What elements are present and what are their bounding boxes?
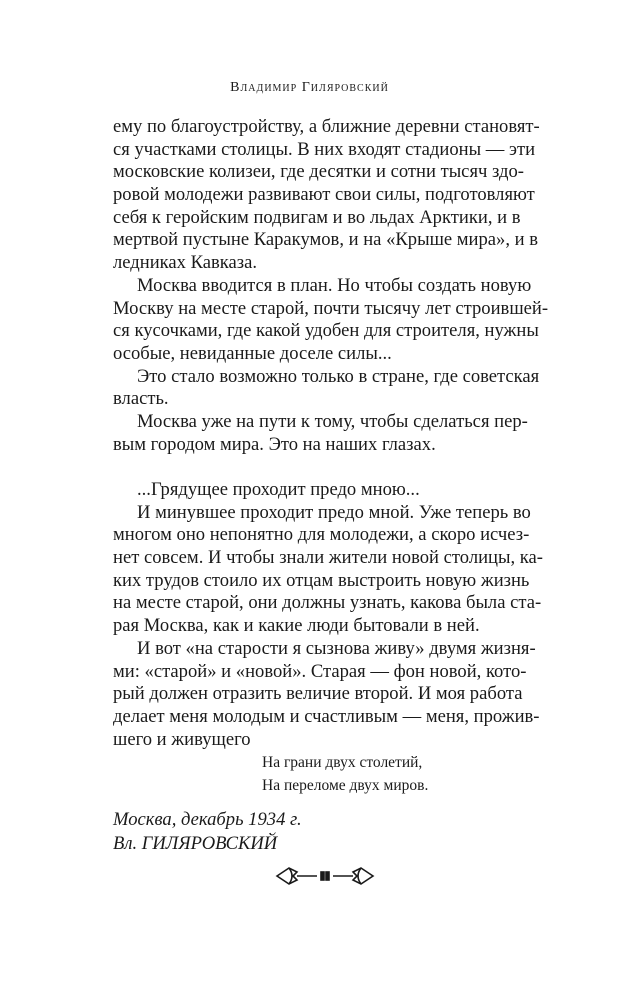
text-line: делает меня молодым и счастливым — меня, прожив- bbox=[113, 705, 540, 727]
paragraph-gap bbox=[113, 456, 506, 479]
text-line: власть. bbox=[113, 388, 169, 410]
text-line: ему по благоустройству, а ближние деревни становят- bbox=[113, 116, 540, 137]
text-line: московские колизеи, где десятки и сотни тысяч здо- bbox=[113, 161, 524, 183]
text-line: ледниках Кавказа. bbox=[113, 252, 258, 274]
text-line: нет совсем. И чтобы знали жители новой столицы, ка- bbox=[113, 547, 543, 569]
place-date: Москва, декабрь 1934 г. bbox=[113, 809, 302, 830]
running-header: Владимир Гиляровский bbox=[230, 80, 389, 95]
poem-line: На грани двух столетий, bbox=[262, 754, 423, 771]
text-line: ся кусочками, где какой удобен для строителя, нужны bbox=[113, 320, 539, 342]
author-signature: Вл. ГИЛЯРОВСКИЙ bbox=[113, 833, 278, 854]
text-line: Москва вводится в план. Но чтобы создать новую bbox=[137, 274, 532, 296]
text-line: на месте старой, они должны узнать, какова была ста- bbox=[113, 592, 542, 614]
body-text bbox=[113, 116, 549, 751]
text-line: рая Москва, как и какие люди бытовали в ней. bbox=[113, 615, 480, 637]
poem-line: На переломе двух миров. bbox=[262, 776, 429, 794]
text-line: Москву на месте старой, почти тысячу лет строившей- bbox=[113, 297, 549, 319]
text-line: Это стало возможно только в стране, где советская bbox=[137, 365, 540, 387]
text-line: ких трудов стоило их отцам выстроить новую жизнь bbox=[113, 569, 530, 591]
text-line: мертвой пустыне Каракумов, и на «Крыше мира», и в bbox=[113, 229, 539, 251]
text-line: себя к геройским подвигам и во льдах Арктики, и в bbox=[113, 206, 521, 228]
text-line: многом оно непонятно для молодежи, а скоро исчез- bbox=[113, 524, 530, 546]
text-line: Москва уже на пути к тому, чтобы сделаться пер- bbox=[137, 410, 528, 432]
text-line: рый должен отразить величие второй. И моя работа bbox=[113, 683, 523, 705]
text-line: ровой молодежи развивают свои силы, подготовляют bbox=[113, 184, 535, 206]
text-line: ...Грядущее проходит предо мною... bbox=[137, 479, 420, 500]
text-line: особые, невиданные доселе силы... bbox=[113, 342, 392, 364]
text-line: И вот «на старости я сызнова живу» двумя жизня- bbox=[137, 637, 536, 659]
text-line: И минувшее проходит предо мной. Уже теперь во bbox=[137, 501, 531, 523]
text-line: ми: «старой» и «новой». Старая — фон новой, кото- bbox=[113, 660, 527, 682]
text-line: вым городом мира. Это на наших глазах. bbox=[113, 433, 436, 455]
floral-ornament-icon bbox=[275, 863, 375, 894]
text-line: ся участками столицы. В них входят стадионы — эти bbox=[113, 138, 536, 160]
poem-quote bbox=[262, 752, 428, 797]
signature bbox=[113, 808, 302, 856]
text-line: шего и живущего bbox=[113, 728, 251, 750]
